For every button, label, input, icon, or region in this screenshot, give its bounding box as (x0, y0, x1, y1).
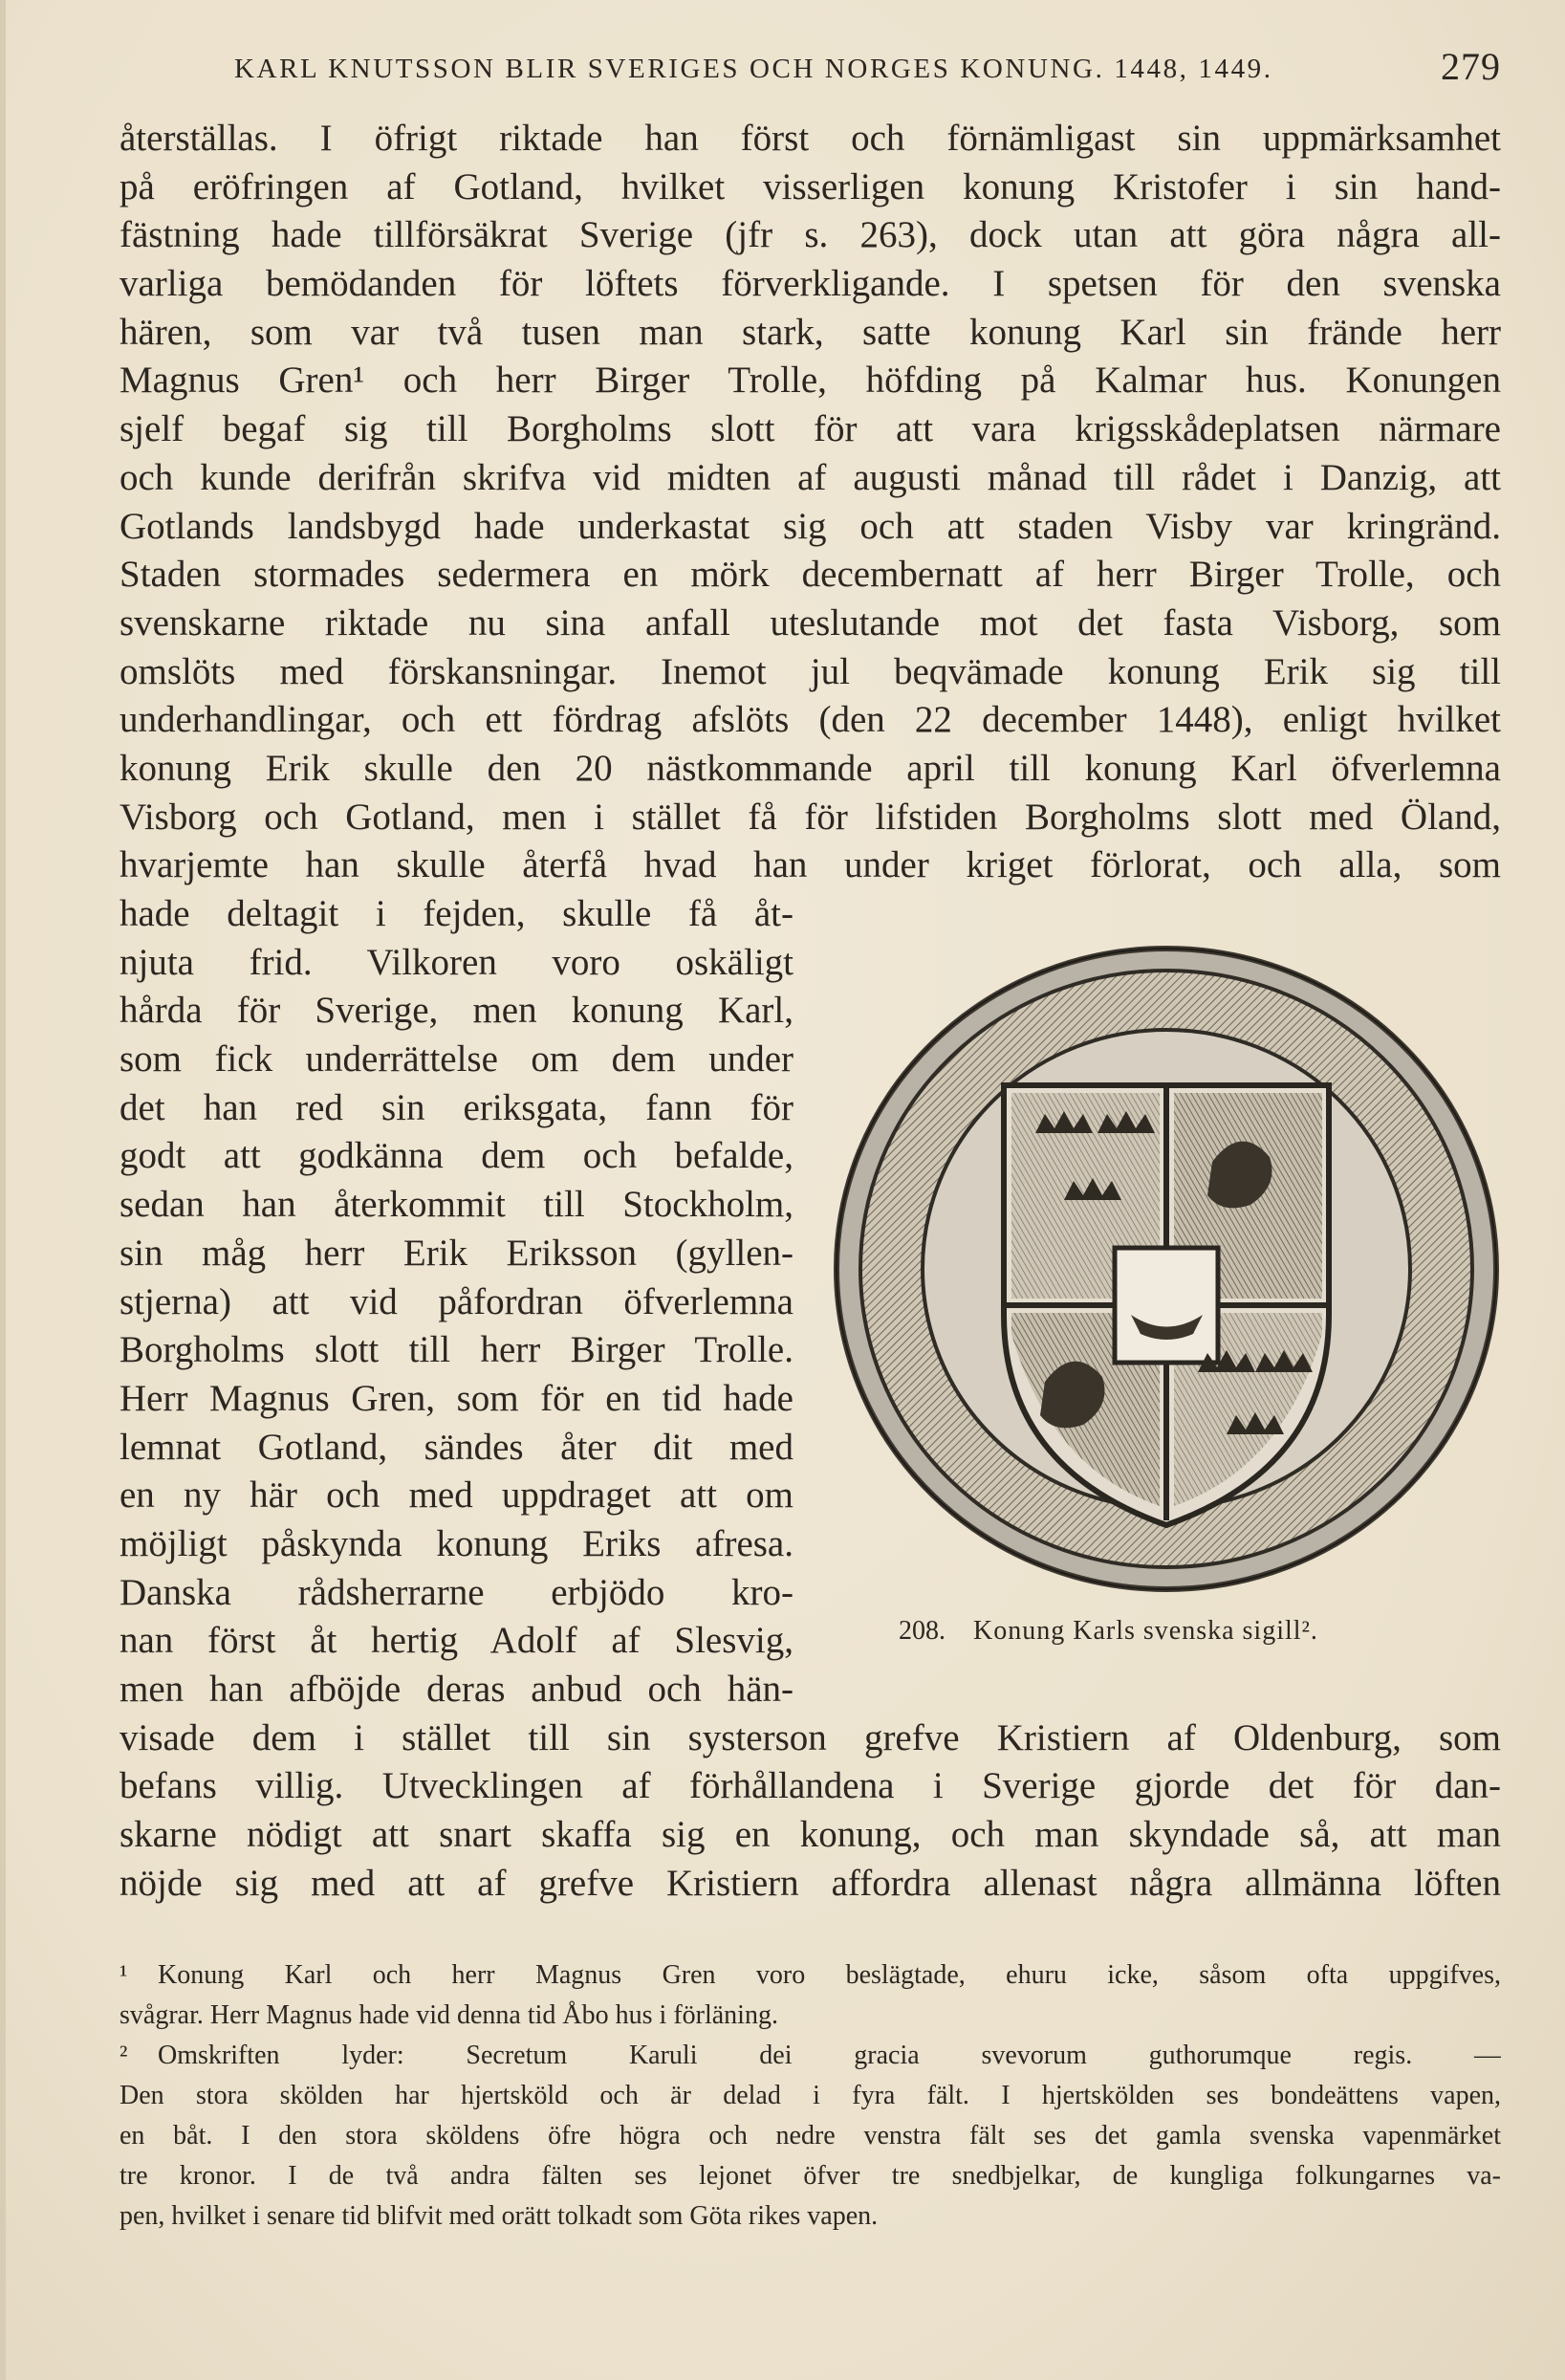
text-line: Visborg och Gotland, men i stället få för lifstiden Borgholms slott med Öland, (120, 796, 1501, 838)
text-line: Borgholms slott till herr Birger Trolle. (120, 1329, 793, 1371)
page-edge (0, 0, 6, 2380)
text-line: stjerna) att vid påfordran öfverlemna (120, 1280, 793, 1322)
text-line: godt att godkänna dem och befalde, (120, 1135, 793, 1177)
text-line: visade dem i stället till sin systerson grefve Kristiern af Oldenburg, som (120, 1716, 1501, 1758)
text-line: nan först åt hertig Adolf af Slesvig, (120, 1620, 793, 1662)
text-line: konung Erik skulle den 20 nästkommande april till konung Karl öfverlemna (120, 747, 1501, 789)
text-line: Magnus Gren¹ och herr Birger Trolle, höfding på Kalmar hus. Konungen (120, 360, 1501, 402)
text-line: men han afböjde deras anbud och hän- (120, 1669, 793, 1710)
text-line: sjelf begaf sig till Borgholms slott för att vara krigsskådeplatsen närmare (120, 408, 1501, 450)
text-line: återställas. I öfrigt riktade han först och förnämligast sin uppmärksamhet (120, 118, 1501, 159)
royal-seal-image (811, 932, 1518, 1621)
footnote-2-line (120, 2036, 1501, 2076)
text-line: hvarjemte han skulle återfå hvad han under kriget förlorat, och alla, som (120, 844, 1501, 886)
figure-caption (899, 1616, 1318, 1647)
text-line: skarne nödigt att snart skaffa sig en konung, och man skyndade så, att man (120, 1814, 1501, 1856)
text-line: Danska rådsherrarne erbjödo kro- (120, 1571, 793, 1613)
text-line: en ny här och med uppdraget att om (120, 1474, 793, 1517)
running-head: KARL KNUTSSON BLIR SVERIGES OCH NORGES KONUNG. 1448, 1449. (234, 54, 1273, 84)
footnote-2-line: tre kronor. I de två andra fälten ses lejonet öfver tre snedbjelkar, de kungliga folkungarnes va- (120, 2161, 1501, 2191)
text-line: sin måg herr Erik Eriksson (gyllen- (120, 1232, 793, 1274)
footnote-2-line: en båt. I den stora sköldens öfre högra och nedre venstra fält ses det gamla svenska vapenmärket (120, 2121, 1501, 2151)
text-line: omslöts med förskansningar. Inemot jul beqvämade konung Erik sig till (120, 650, 1501, 692)
footnote-1-line (120, 1955, 1501, 1996)
text-line: svenskarne riktade nu sina anfall uteslutande mot det fasta Visborg, som (120, 601, 1501, 644)
footnote-2-line: Den stora skölden har hjertsköld och är delad i fyra fält. I hjertskölden ses bondeättens vapen, (120, 2081, 1501, 2110)
footnote-marker: ² (120, 2041, 128, 2070)
text-line: befans villig. Utvecklingen af förhållandena i Sverige gjorde det för dan- (120, 1765, 1501, 1807)
footnote-1-text: Konung Karl och herr Magnus Gren voro beslägtade, ehuru icke, såsom ofta uppgifves, (158, 1960, 1501, 1990)
text-line: hade deltagit i fejden, skulle få åt- (120, 893, 793, 934)
footnotes (120, 1955, 1501, 2237)
seal-figure (811, 932, 1518, 1659)
text-line: nöjde sig med att af grefve Kristiern affordra allenast några allmänna löften (120, 1862, 1501, 1904)
figure-caption-text: Konung Karls svenska sigill². (973, 1616, 1318, 1646)
footnote-2-line: pen, hvilket i senare tid blifvit med orätt tolkadt som Göta rikes vapen. (120, 2201, 879, 2231)
page-header (120, 44, 1501, 92)
text-line: Gotlands landsbygd hade underkastat sig och att staden Visby var kringränd. (120, 505, 1501, 547)
text-line: underhandlingar, och ett fördrag afslöts (den 22 december 1448), enligt hvilket (120, 699, 1501, 741)
figure-number: 208. (899, 1616, 946, 1646)
text-line: som fick underrättelse om dem under (120, 1038, 793, 1081)
text-line: njuta frid. Vilkoren voro oskäligt (120, 941, 793, 983)
text-line: varliga bemödanden för löftets förverkligande. I spetsen för den svenska (120, 263, 1501, 305)
text-line: och kunde derifrån skrifva vid midten af augusti månad till rådet i Danzig, att (120, 456, 1501, 498)
text-line: möjligt påskynda konung Eriks afresa. (120, 1522, 793, 1564)
text-line: lemnat Gotland, sändes åter dit med (120, 1426, 793, 1468)
text-line: sedan han återkommit till Stockholm, (120, 1184, 793, 1226)
text-line: på eröfringen af Gotland, hvilket visserligen konung Kristofer i sin hand- (120, 165, 1501, 207)
text-line: hårda för Sverige, men konung Karl, (120, 990, 793, 1032)
footnote-marker: ¹ (120, 1960, 128, 1990)
page-number: 279 (1441, 45, 1501, 88)
heart-shield (1115, 1248, 1218, 1363)
footnote-1-line: svågrar. Herr Magnus hade vid denna tid Åbo hus i förläning. (120, 2000, 778, 2030)
footnote-2-text: Omskriften lyder: Secretum Karuli dei gracia svevorum guthorumque regis. — (158, 2041, 1501, 2070)
text-line: fästning hade tillförsäkrat Sverige (jfr s. 263), dock utan att göra några all- (120, 214, 1501, 256)
text-line: Staden stormades sedermera en mörk decembernatt af herr Birger Trolle, och (120, 554, 1501, 596)
text-line: Herr Magnus Gren, som för en tid hade (120, 1377, 793, 1419)
text-line: det han red sin eriksgata, fann för (120, 1086, 793, 1128)
text-line: hären, som var två tusen man stark, satte konung Karl sin frände herr (120, 311, 1501, 353)
